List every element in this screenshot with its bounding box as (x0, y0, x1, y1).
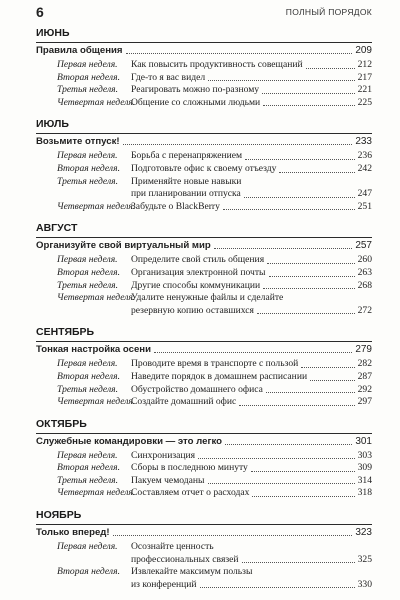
chapter-entry[interactable] (36, 240, 372, 252)
topic-line (131, 396, 372, 409)
entry-topic (131, 280, 372, 293)
table-of-contents (36, 28, 372, 591)
topic-line (131, 97, 372, 110)
topic-text: Создайте домашний офис (131, 396, 237, 408)
topic-text: резервную копию оставшихся (131, 304, 254, 316)
topic-text: профессиональных связей (131, 553, 239, 565)
month-section (36, 28, 372, 109)
dot-leader (113, 535, 353, 536)
week-label: Первая неделя. (57, 59, 118, 70)
entry-page-number: 314 (357, 474, 372, 486)
dot-leader (214, 248, 353, 249)
chapter-page-number: 279 (355, 344, 372, 356)
toc-entry[interactable] (36, 267, 372, 280)
topic-line (131, 475, 372, 488)
toc-entry[interactable] (36, 462, 372, 475)
chapter-title: Правила общения (36, 45, 123, 56)
week-entries (36, 59, 372, 109)
dot-leader (306, 68, 355, 69)
topic-line (131, 254, 372, 267)
topic-text: из конференций (131, 578, 197, 590)
page-number: 6 (36, 4, 44, 20)
dot-leader (208, 80, 354, 81)
toc-entry[interactable] (36, 201, 372, 214)
toc-entry[interactable] (36, 72, 372, 85)
topic-text: Подготовьте офис к своему отъезду (131, 162, 277, 174)
dot-leader (123, 144, 353, 145)
toc-entry[interactable] (36, 396, 372, 409)
week-label: Вторая неделя. (57, 266, 120, 278)
week-label: Первая неделя. (57, 254, 118, 266)
chapter-entry[interactable] (36, 344, 372, 356)
topic-text: Сборы в последнюю минуту (131, 462, 248, 474)
dot-leader (245, 159, 355, 160)
month-heading: СЕНТЯБРЬ (36, 326, 95, 339)
toc-entry[interactable] (36, 97, 372, 110)
topic-text: Пакуем чемоданы (131, 474, 205, 486)
topic-line (131, 292, 372, 305)
entry-topic (131, 97, 372, 110)
topic-text: Применяйте новые навыки (131, 175, 242, 187)
month-heading: ОКТЯБРЬ (36, 417, 87, 430)
dot-leader (223, 209, 355, 210)
week-entries (36, 541, 372, 591)
entry-page-number: 221 (357, 84, 372, 96)
entry-page-number: 325 (357, 553, 372, 565)
toc-entry[interactable] (36, 280, 372, 293)
topic-line (131, 163, 372, 176)
entry-topic (131, 150, 372, 163)
week-label: Первая неделя. (57, 358, 118, 370)
chapter-entry[interactable] (36, 527, 372, 539)
dot-leader (126, 53, 353, 54)
month-section (36, 419, 372, 500)
chapter-title: Только вперед! (36, 527, 110, 539)
chapter-page-number: 257 (355, 240, 372, 252)
entry-page-number: 287 (357, 370, 372, 382)
section-divider (36, 42, 372, 43)
entry-page-number: 292 (357, 383, 372, 395)
chapter-page-number: 209 (355, 45, 372, 56)
topic-line (131, 554, 372, 567)
topic-text: Наведите порядок в домашнем расписании (131, 370, 308, 382)
week-label: Третья неделя. (57, 84, 118, 96)
dot-leader (263, 105, 354, 106)
entry-page-number: 251 (357, 200, 372, 212)
entry-topic (131, 541, 372, 566)
entry-topic (131, 163, 372, 176)
entry-page-number: 212 (357, 59, 372, 70)
week-label: Вторая неделя. (57, 162, 120, 174)
week-label: Четвертая неделя. (57, 396, 136, 408)
topic-line (131, 384, 372, 397)
topic-line (131, 201, 372, 214)
toc-entry[interactable] (36, 450, 372, 463)
section-divider (36, 341, 372, 342)
month-heading: НОЯБРЬ (36, 509, 82, 522)
dot-leader (251, 471, 355, 472)
toc-entry[interactable] (36, 163, 372, 176)
dot-leader (262, 93, 355, 94)
entry-topic (131, 59, 372, 72)
section-divider (36, 433, 372, 434)
week-label: Четвертая неделя. (57, 292, 136, 304)
entry-topic (131, 487, 372, 500)
week-label: Третья неделя. (57, 175, 118, 187)
topic-text: Обустройство домашнего офиса (131, 383, 263, 395)
week-label: Первая неделя. (57, 541, 118, 553)
section-divider (36, 133, 372, 134)
entry-page-number: 260 (357, 254, 372, 266)
dot-leader (269, 276, 355, 277)
toc-entry[interactable] (36, 176, 372, 201)
entry-topic (131, 566, 372, 591)
week-entries (36, 450, 372, 500)
month-section (36, 510, 372, 591)
dot-leader (225, 444, 352, 445)
entry-page-number: 236 (357, 150, 372, 162)
topic-line (131, 566, 372, 579)
topic-text: Синхронизация (131, 449, 196, 461)
week-label: Первая неделя. (57, 150, 118, 162)
dot-leader (301, 367, 354, 368)
topic-text: Извлекайте максимум пользы (131, 566, 253, 578)
dot-leader (257, 313, 355, 314)
page-header (36, 0, 372, 22)
entry-page-number: 282 (357, 358, 372, 370)
topic-line (131, 462, 372, 475)
entry-page-number: 242 (357, 162, 372, 174)
dot-leader (154, 352, 352, 353)
entry-page-number: 247 (357, 188, 372, 200)
week-label: Первая неделя. (57, 449, 118, 461)
entry-topic (131, 176, 372, 201)
section-divider (36, 524, 372, 525)
month-section (36, 223, 372, 317)
chapter-entry[interactable] (36, 45, 372, 57)
month-heading: ИЮНЬ (36, 27, 70, 39)
topic-line (131, 450, 372, 463)
entry-topic (131, 358, 372, 371)
dot-leader (267, 263, 355, 264)
topic-text: Общение со сложными людьми (131, 96, 261, 108)
month-heading: ИЮЛЬ (36, 118, 69, 131)
month-heading: АВГУСТ (36, 222, 78, 235)
toc-entry[interactable] (36, 59, 372, 72)
week-entries (36, 150, 372, 213)
topic-line (131, 371, 372, 384)
topic-text: Проводите время в транспорте с пользой (131, 358, 299, 370)
topic-text: Как повысить продуктивность совещаний (131, 59, 303, 70)
toc-entry[interactable] (36, 84, 372, 97)
dot-leader (279, 172, 354, 173)
topic-line (131, 541, 372, 554)
chapter-title: Тонкая настройка осени (36, 344, 151, 356)
dot-leader (242, 562, 355, 563)
topic-line (131, 188, 372, 201)
topic-text: Другие способы коммуникации (131, 279, 261, 291)
toc-entry[interactable] (36, 566, 372, 591)
week-label: Четвертая неделя. (57, 96, 136, 108)
chapter-title: Возьмите отпуск! (36, 136, 120, 148)
topic-line (131, 487, 372, 500)
dot-leader (263, 288, 354, 289)
week-label: Третья неделя. (57, 279, 118, 291)
chapter-title: Организуйте свой виртуальный мир (36, 240, 211, 252)
toc-entry[interactable] (36, 475, 372, 488)
week-label: Вторая неделя. (57, 71, 120, 83)
topic-text: Составляем отчет о расходах (131, 487, 250, 499)
topic-text: Определите свой стиль общения (131, 254, 265, 266)
entry-page-number: 297 (357, 396, 372, 408)
topic-line (131, 267, 372, 280)
chapter-title: Служебные командировки — это легко (36, 435, 222, 447)
topic-text: Удалите ненужные файлы и сделайте (131, 292, 284, 304)
topic-line (131, 280, 372, 293)
week-label: Третья неделя. (57, 383, 118, 395)
topic-text: Где-то я вас видел (131, 71, 206, 83)
topic-text: Осознайте ценность (131, 541, 214, 553)
toc-entry[interactable] (36, 541, 372, 566)
toc-entry[interactable] (36, 150, 372, 163)
topic-line (131, 84, 372, 97)
entry-page-number: 318 (357, 487, 372, 499)
entry-topic (131, 384, 372, 397)
entry-page-number: 272 (357, 304, 372, 316)
dot-leader (266, 392, 355, 393)
entry-topic (131, 396, 372, 409)
entry-topic (131, 201, 372, 214)
entry-topic (131, 84, 372, 97)
dot-leader (198, 458, 355, 459)
entry-page-number: 330 (357, 578, 372, 590)
topic-line (131, 358, 372, 371)
toc-entry[interactable] (36, 358, 372, 371)
week-label: Третья неделя. (57, 474, 118, 486)
entry-page-number: 309 (357, 462, 372, 474)
chapter-page-number: 301 (355, 435, 372, 447)
section-divider (36, 237, 372, 238)
chapter-page-number: 323 (355, 527, 372, 539)
dot-leader (252, 496, 354, 497)
topic-text: Забудьте о BlackBerry (131, 200, 220, 212)
topic-line (131, 176, 372, 189)
chapter-entry[interactable] (36, 136, 372, 148)
topic-text: Борьба с перенапряжением (131, 150, 243, 162)
topic-line (131, 72, 372, 85)
week-entries (36, 254, 372, 317)
entry-topic (131, 267, 372, 280)
chapter-page-number: 233 (355, 136, 372, 148)
entry-topic (131, 254, 372, 267)
topic-text: Реагировать можно по-разному (131, 84, 260, 96)
topic-line (131, 579, 372, 592)
month-section (36, 327, 372, 408)
dot-leader (244, 197, 355, 198)
topic-line (131, 59, 372, 72)
toc-entry[interactable] (36, 371, 372, 384)
topic-line (131, 305, 372, 318)
entry-topic (131, 371, 372, 384)
entry-topic (131, 450, 372, 463)
entry-topic (131, 475, 372, 488)
week-label: Четвертая неделя. (57, 487, 136, 499)
dot-leader (208, 483, 355, 484)
entry-page-number: 303 (357, 449, 372, 461)
toc-entry[interactable] (36, 254, 372, 267)
dot-leader (200, 587, 355, 588)
dot-leader (310, 380, 355, 381)
entry-page-number: 263 (357, 266, 372, 278)
entry-topic (131, 462, 372, 475)
month-section (36, 119, 372, 213)
entry-topic (131, 72, 372, 85)
entry-page-number: 225 (357, 96, 372, 108)
entry-page-number: 217 (357, 71, 372, 83)
week-label: Вторая неделя. (57, 462, 120, 474)
entry-topic (131, 292, 372, 317)
toc-entry[interactable] (36, 292, 372, 317)
toc-entry[interactable] (36, 384, 372, 397)
topic-text: при планировании отпуска (131, 188, 241, 200)
topic-line (131, 150, 372, 163)
topic-text: Организация электронной почты (131, 266, 266, 278)
week-label: Вторая неделя. (57, 370, 120, 382)
dot-leader (239, 405, 354, 406)
week-label: Вторая неделя. (57, 566, 120, 578)
week-entries (36, 358, 372, 408)
chapter-entry[interactable] (36, 436, 372, 448)
running-head: ПОЛНЫЙ ПОРЯДОК (285, 7, 372, 17)
toc-entry[interactable] (36, 487, 372, 500)
week-label: Четвертая неделя. (57, 200, 136, 212)
entry-page-number: 268 (357, 279, 372, 291)
